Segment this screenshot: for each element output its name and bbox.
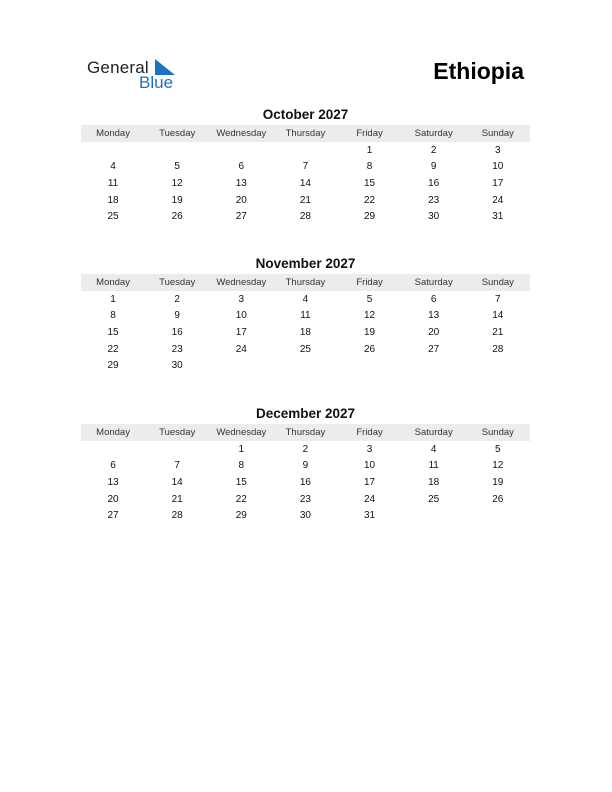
day-cell: 10 [235, 310, 247, 322]
day-cell: 16 [299, 476, 311, 488]
weekday-label: Monday [96, 427, 130, 438]
day-cell: 2 [174, 293, 180, 305]
week-row [81, 474, 530, 491]
day-cell: 3 [366, 443, 373, 455]
week-row [81, 192, 530, 209]
day-cell: 4 [302, 293, 309, 305]
weekday-label: Sunday [481, 277, 514, 288]
day-cell: 14 [171, 476, 183, 488]
day-cell: 24 [492, 194, 504, 206]
weekday-label: Thursday [285, 277, 326, 288]
day-cell: 23 [171, 343, 183, 355]
weekday-label: Friday [356, 277, 383, 288]
day-cell: 30 [299, 510, 311, 522]
day-cell: 5 [366, 293, 373, 305]
day-cell: 31 [492, 211, 504, 223]
day-cell: 30 [171, 360, 183, 372]
weekday-label: Monday [96, 277, 130, 288]
day-cell: 2 [430, 144, 437, 156]
day-cell: 3 [495, 144, 501, 156]
day-cell: 27 [235, 211, 247, 223]
day-cell: 26 [171, 211, 183, 223]
day-cell: 19 [364, 326, 376, 338]
month-october [81, 107, 530, 225]
weekday-header [81, 274, 530, 291]
month-december [81, 406, 530, 524]
day-cell: 23 [299, 493, 311, 505]
weekday-header [81, 125, 530, 142]
day-cell: 21 [299, 194, 311, 206]
day-cell: 12 [492, 460, 504, 472]
day-cell: 9 [174, 310, 180, 322]
day-cell: 16 [428, 177, 440, 189]
day-cell: 6 [238, 161, 245, 173]
day-cell: 2 [302, 443, 309, 455]
day-cell: 26 [492, 493, 504, 505]
day-cell: 14 [492, 310, 504, 322]
day-cell: 6 [430, 293, 437, 305]
day-cell: 15 [107, 326, 119, 338]
day-cell: 31 [364, 510, 376, 522]
day-cell: 21 [492, 326, 504, 338]
week-row [81, 291, 530, 308]
day-cell: 24 [235, 343, 247, 355]
week-row [81, 308, 530, 325]
day-cell: 29 [235, 510, 247, 522]
day-cell: 18 [428, 476, 440, 488]
day-cell: 25 [107, 211, 119, 223]
day-cell: 20 [428, 326, 440, 338]
day-cell: 19 [492, 476, 504, 488]
day-cell: 19 [171, 194, 183, 206]
day-cell: 4 [110, 161, 116, 173]
week-row [81, 208, 530, 225]
weekday-label: Monday [96, 128, 130, 139]
day-cell: 22 [235, 493, 247, 505]
week-row [81, 357, 530, 374]
weekday-label: Wednesday [216, 128, 267, 139]
weekday-header [81, 424, 530, 441]
day-cell: 29 [364, 211, 376, 223]
weekday-label: Sunday [481, 427, 514, 438]
weekday-label: Saturday [414, 128, 453, 139]
week-row [81, 142, 530, 159]
day-cell: 3 [238, 293, 245, 305]
day-cell: 7 [495, 293, 501, 305]
day-cell: 28 [492, 343, 504, 355]
day-cell: 18 [107, 194, 119, 206]
week-row [81, 491, 530, 508]
weekday-label: Tuesday [159, 277, 196, 288]
day-cell: 14 [299, 177, 311, 189]
day-cell: 28 [171, 510, 183, 522]
day-cell: 24 [364, 493, 376, 505]
generalblue-logo [87, 56, 187, 92]
day-cell: 30 [428, 211, 440, 223]
logo-general-text: General [87, 58, 149, 77]
country-title: Ethiopia [433, 58, 524, 84]
day-cell: 13 [428, 310, 440, 322]
day-cell: 8 [238, 460, 245, 472]
day-cell: 17 [364, 476, 376, 488]
month-november [81, 256, 530, 374]
weekday-label: Friday [356, 128, 383, 139]
day-cell: 17 [235, 326, 247, 338]
month-title: November 2027 [255, 256, 356, 271]
day-cell: 23 [428, 194, 440, 206]
week-row [81, 324, 530, 341]
week-row [81, 507, 530, 524]
day-cell: 6 [110, 460, 116, 472]
day-cell: 10 [364, 460, 376, 472]
day-cell: 11 [300, 310, 311, 322]
day-cell: 28 [299, 211, 311, 223]
day-cell: 8 [366, 161, 373, 173]
weekday-label: Wednesday [216, 427, 267, 438]
weekday-label: Sunday [481, 128, 514, 139]
day-cell: 4 [430, 443, 437, 455]
weekday-label: Friday [356, 427, 383, 438]
day-cell: 5 [174, 161, 180, 173]
day-cell: 29 [107, 360, 119, 372]
day-cell: 9 [430, 161, 437, 173]
day-cell: 27 [428, 343, 440, 355]
day-cell: 15 [364, 177, 376, 189]
day-cell: 25 [428, 493, 440, 505]
day-cell: 25 [299, 343, 311, 355]
day-cell: 7 [174, 460, 180, 472]
weekday-label: Tuesday [159, 128, 196, 139]
day-cell: 11 [107, 177, 119, 189]
day-cell: 20 [107, 493, 119, 505]
weekday-label: Saturday [414, 277, 453, 288]
day-cell: 22 [107, 343, 119, 355]
day-cell: 8 [110, 310, 116, 322]
logo-blue-text: Blue [139, 73, 174, 92]
day-cell: 12 [364, 310, 376, 322]
day-cell: 13 [107, 476, 119, 488]
day-cell: 17 [492, 177, 504, 189]
day-cell: 1 [238, 443, 245, 455]
day-cell: 15 [235, 476, 247, 488]
day-cell: 10 [492, 161, 504, 173]
weekday-label: Tuesday [159, 427, 196, 438]
day-cell: 20 [235, 194, 247, 206]
day-cell: 22 [364, 194, 376, 206]
day-cell: 9 [302, 460, 309, 472]
week-row [81, 341, 530, 358]
weekday-label: Thursday [285, 427, 326, 438]
weekday-label: Thursday [285, 128, 326, 139]
day-cell: 26 [364, 343, 376, 355]
week-row [81, 175, 530, 192]
day-cell: 5 [495, 443, 501, 455]
day-cell: 12 [171, 177, 183, 189]
day-cell: 1 [110, 293, 116, 305]
week-row [81, 441, 530, 458]
day-cell: 1 [366, 144, 373, 156]
day-cell: 7 [302, 161, 309, 173]
month-title: October 2027 [262, 107, 349, 122]
weekday-label: Saturday [414, 427, 453, 438]
day-cell: 11 [428, 460, 439, 472]
day-cell: 21 [171, 493, 183, 505]
month-title: December 2027 [255, 406, 356, 421]
week-row [81, 458, 530, 475]
day-cell: 18 [299, 326, 311, 338]
weekday-label: Wednesday [216, 277, 267, 288]
day-cell: 16 [171, 326, 183, 338]
week-row [81, 159, 530, 176]
day-cell: 13 [235, 177, 247, 189]
day-cell: 27 [107, 510, 119, 522]
